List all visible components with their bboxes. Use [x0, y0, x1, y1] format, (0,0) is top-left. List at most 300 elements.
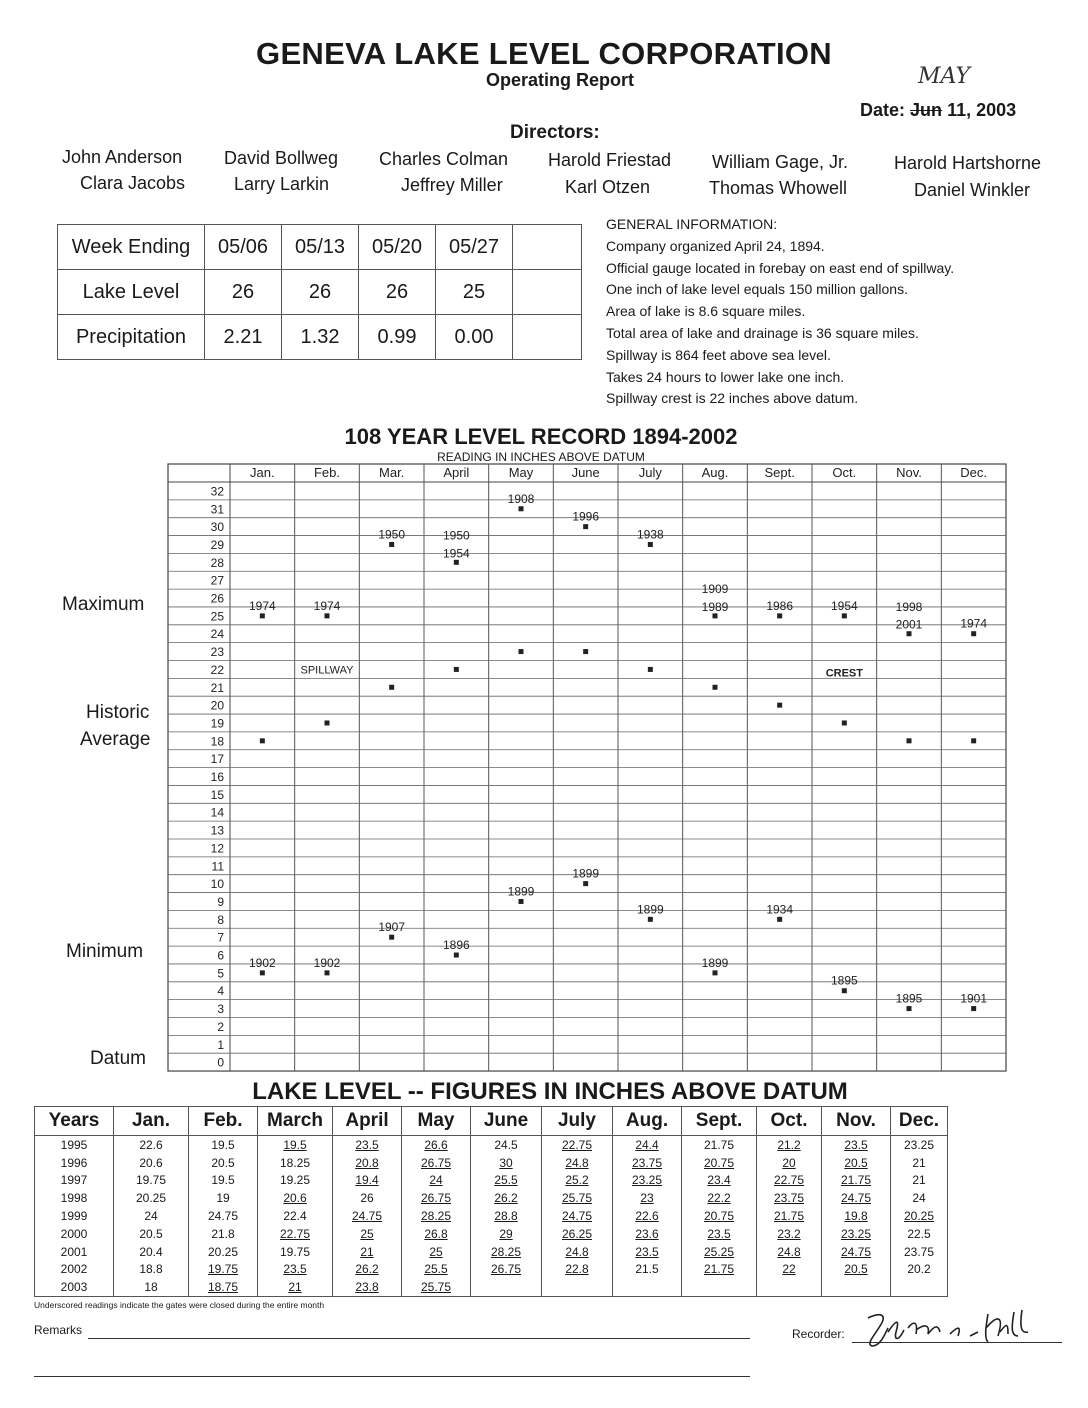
level-cell [114, 1189, 189, 1207]
month-label: Nov. [896, 465, 922, 480]
level-cell [333, 1243, 402, 1261]
level-cell [333, 1278, 402, 1296]
level-cell [757, 1154, 822, 1172]
level-value: 26.2 [355, 1262, 379, 1277]
level-cell [258, 1207, 333, 1225]
level-cell [891, 1207, 948, 1225]
level-value: 20 [782, 1155, 796, 1170]
level-value: 20.75 [703, 1155, 735, 1170]
general-info-line: One inch of lake level equals 150 million gallons. [606, 281, 908, 298]
director-name: Daniel Winkler [914, 180, 1031, 200]
level-cell [114, 1225, 189, 1243]
level-value: 20.4 [139, 1244, 163, 1259]
director-name: Harold Friestad [548, 150, 672, 170]
level-value: 30 [499, 1155, 513, 1170]
table-cell: 2.21 [205, 315, 282, 360]
level-cell [258, 1243, 333, 1261]
level-value: 22.75 [561, 1137, 593, 1152]
level-value: 23.25 [631, 1173, 663, 1188]
director-name: Larry Larkin [234, 174, 330, 194]
y-tick-label: 21 [210, 680, 224, 695]
level-cell [822, 1172, 891, 1190]
level-value: 19.5 [211, 1137, 235, 1152]
remarks-line [34, 1376, 750, 1377]
max-year-label: 1989 [701, 599, 729, 614]
report-subtitle: Operating Report [485, 70, 634, 90]
level-value: 18.25 [279, 1155, 311, 1170]
general-info-line: Company organized April 24, 1894. [606, 237, 825, 254]
level-value: 25.75 [561, 1191, 593, 1206]
year-cell: 1998 [35, 1189, 114, 1207]
level-cell [189, 1136, 258, 1154]
level-cell [114, 1278, 189, 1296]
level-value: 26.75 [420, 1191, 452, 1206]
y-tick-label: 11 [211, 859, 224, 874]
min-year-label: 1899 [507, 884, 535, 899]
level-value: 26.75 [420, 1155, 452, 1170]
month-label: June [571, 465, 600, 480]
level-cell [402, 1278, 471, 1296]
level-value: 23 [640, 1191, 654, 1206]
level-value: 24.8 [565, 1155, 589, 1170]
month-label: Dec. [960, 465, 988, 480]
level-cell [542, 1225, 613, 1243]
maximum-label: Maximum [62, 594, 145, 615]
directors-heading: Directors: [510, 122, 600, 143]
level-cell [471, 1207, 542, 1225]
max-point [260, 613, 265, 618]
level-value: 20.5 [844, 1155, 868, 1170]
level-cell [471, 1154, 542, 1172]
column-header: May [402, 1107, 471, 1136]
level-value: 26.75 [490, 1262, 522, 1277]
level-cell [891, 1172, 948, 1190]
remarks-label: Remarks [34, 1323, 83, 1337]
general-info-line: Spillway is 864 feet above sea level. [606, 346, 831, 363]
historic-label: Historic [86, 702, 150, 723]
row-label: Week Ending [58, 225, 205, 270]
level-value: 23.8 [355, 1280, 379, 1295]
level-value: 24.5 [494, 1137, 518, 1152]
level-cell [333, 1172, 402, 1190]
level-value: 26.8 [424, 1226, 448, 1241]
level-value: 19.25 [279, 1173, 311, 1188]
y-tick-label: 0 [217, 1055, 224, 1070]
level-cell [613, 1278, 682, 1296]
level-cell [891, 1243, 948, 1261]
level-cell [542, 1136, 613, 1154]
table-row [35, 1261, 948, 1279]
lake-level-table [34, 1106, 948, 1297]
column-header: Jan. [114, 1107, 189, 1136]
level-cell [333, 1136, 402, 1154]
year-cell: 2002 [35, 1261, 114, 1279]
handwritten-month: MAY [918, 64, 971, 89]
average-point [648, 667, 653, 672]
level-value: 20.6 [283, 1191, 307, 1206]
level-cell [613, 1189, 682, 1207]
level-value: 24.4 [635, 1137, 659, 1152]
general-info-line: Spillway crest is 22 inches above datum. [606, 390, 859, 407]
year-cell: 1999 [35, 1207, 114, 1225]
general-info-line: Total area of lake and drainage is 36 square miles. [606, 324, 919, 341]
level-cell [682, 1154, 757, 1172]
level-cell [333, 1189, 402, 1207]
y-tick-label: 30 [210, 520, 224, 535]
level-cell [891, 1189, 948, 1207]
level-cell [402, 1261, 471, 1279]
level-cell [114, 1261, 189, 1279]
min-year-label: 1902 [313, 955, 341, 970]
max-year-label: 1950 [378, 527, 406, 542]
min-point [842, 988, 847, 993]
general-info-line: Area of lake is 8.6 square miles. [606, 303, 806, 320]
report-title: GENEVA LAKE LEVEL CORPORATION [256, 36, 832, 71]
min-point [325, 970, 330, 975]
column-header: Years [35, 1107, 114, 1136]
table-row [35, 1278, 948, 1296]
y-tick-label: 9 [217, 894, 224, 909]
crest-label: CREST [825, 667, 863, 680]
level-cell [114, 1154, 189, 1172]
level-cell [542, 1154, 613, 1172]
level-value: 23.75 [773, 1191, 805, 1206]
level-cell [822, 1225, 891, 1243]
level-value: 26.25 [561, 1226, 593, 1241]
level-value: 22.2 [707, 1191, 731, 1206]
y-tick-label: 31 [210, 502, 224, 517]
level-value: 22.5 [907, 1226, 931, 1241]
level-value: 18 [144, 1280, 158, 1295]
y-tick-label: 25 [210, 609, 224, 624]
record-chart-title: 108 YEAR LEVEL RECORD 1894-2002 [344, 424, 738, 449]
level-cell [822, 1189, 891, 1207]
column-header: March [258, 1107, 333, 1136]
level-value: 20.5 [139, 1226, 163, 1241]
max-year-label: 1954 [830, 598, 858, 613]
level-value: 22.75 [773, 1173, 805, 1188]
level-value: 21.8 [211, 1226, 235, 1241]
y-tick-label: 22 [210, 662, 224, 677]
level-cell [542, 1189, 613, 1207]
level-value: 21.5 [635, 1262, 659, 1277]
table-row [35, 1136, 948, 1154]
max-year-label: 1998 [895, 599, 923, 614]
level-cell [891, 1261, 948, 1279]
level-value: 28.8 [494, 1209, 518, 1224]
underscore-footnote: Underscored readings indicate the gates were closed during the entire month [34, 1300, 325, 1310]
max-point [325, 613, 330, 618]
y-tick-label: 8 [217, 912, 224, 927]
max-point [583, 524, 588, 529]
director-name: Harold Hartshorne [894, 153, 1042, 173]
max-year-label: 1938 [636, 527, 664, 542]
level-value: 25.5 [424, 1262, 448, 1277]
level-cell [822, 1136, 891, 1154]
general-info-heading: GENERAL INFORMATION: [606, 216, 778, 232]
column-header: Aug. [613, 1107, 682, 1136]
recorder-signature [858, 1306, 1038, 1350]
level-value: 23.5 [283, 1262, 307, 1277]
level-cell [682, 1261, 757, 1279]
y-tick-label: 17 [210, 752, 224, 767]
column-header: June [471, 1107, 542, 1136]
y-tick-label: 28 [210, 555, 224, 570]
level-cell [258, 1189, 333, 1207]
average-point [777, 703, 782, 708]
level-value: 23.5 [635, 1244, 659, 1259]
level-value: 21.2 [777, 1137, 801, 1152]
year-cell: 1995 [35, 1136, 114, 1154]
level-value: 21.75 [703, 1262, 735, 1277]
level-cell [333, 1261, 402, 1279]
table-row [35, 1154, 948, 1172]
level-cell [258, 1225, 333, 1243]
level-cell [891, 1225, 948, 1243]
min-year-label: 1901 [960, 991, 988, 1006]
director-name: Charles Colman [379, 149, 509, 169]
max-point [971, 631, 976, 636]
table-cell: 25 [436, 270, 513, 315]
year-cell: 2003 [35, 1278, 114, 1296]
level-cell [402, 1154, 471, 1172]
average-point [325, 720, 330, 725]
y-tick-label: 23 [210, 645, 224, 660]
min-point [583, 881, 588, 886]
level-value: 23.25 [903, 1137, 935, 1152]
month-label: Feb. [313, 465, 341, 480]
year-cell: 2001 [35, 1243, 114, 1261]
level-cell [613, 1243, 682, 1261]
table-cell: 05/27 [436, 225, 513, 270]
level-value: 21 [912, 1155, 926, 1170]
level-value: 21 [912, 1173, 926, 1188]
level-value: 24.75 [840, 1191, 872, 1206]
remarks-line [88, 1338, 750, 1339]
director-name: Clara Jacobs [80, 173, 186, 193]
max-year-label: 1950 [442, 528, 470, 543]
y-tick-label: 29 [210, 537, 224, 552]
table-header-row [35, 1107, 948, 1136]
level-cell [189, 1225, 258, 1243]
level-value: 24.75 [207, 1209, 239, 1224]
level-value: 18.75 [207, 1280, 239, 1295]
director-name: Thomas Whowell [709, 178, 848, 198]
min-point [519, 899, 524, 904]
y-tick-label: 5 [217, 966, 224, 981]
level-value: 25.5 [494, 1173, 518, 1188]
director-name: William Gage, Jr. [712, 152, 849, 172]
year-cell: 2000 [35, 1225, 114, 1243]
level-cell [189, 1243, 258, 1261]
min-year-label: 1902 [248, 955, 276, 970]
average-point [907, 738, 912, 743]
month-label: May [508, 465, 534, 480]
level-value: 20.2 [907, 1262, 931, 1277]
level-cell [258, 1154, 333, 1172]
level-value: 18.8 [139, 1262, 163, 1277]
level-value: 19.75 [207, 1262, 239, 1277]
level-value: 21.75 [773, 1209, 805, 1224]
level-value: 19 [216, 1191, 230, 1206]
table-cell: 1.32 [282, 315, 359, 360]
year-cell: 1997 [35, 1172, 114, 1190]
average-point [389, 685, 394, 690]
column-header: Nov. [822, 1107, 891, 1136]
column-header: July [542, 1107, 613, 1136]
level-value: 28.25 [420, 1209, 452, 1224]
table-row [35, 1225, 948, 1243]
level-cell [613, 1261, 682, 1279]
min-year-label: 1899 [701, 955, 729, 970]
level-cell [114, 1136, 189, 1154]
column-header: April [333, 1107, 402, 1136]
table-cell: 05/13 [282, 225, 359, 270]
level-cell [333, 1154, 402, 1172]
max-point [389, 542, 394, 547]
level-value: 25 [429, 1244, 443, 1259]
level-cell [822, 1207, 891, 1225]
level-value: 21.75 [703, 1137, 735, 1152]
y-tick-label: 14 [210, 805, 224, 820]
average-point [842, 720, 847, 725]
month-label: April [443, 465, 470, 480]
y-tick-label: 4 [217, 984, 224, 999]
level-cell [613, 1172, 682, 1190]
table-cell: 26 [205, 270, 282, 315]
level-value: 25.75 [420, 1280, 452, 1295]
level-cell [542, 1261, 613, 1279]
datum-label: Datum [90, 1048, 146, 1069]
table-row [35, 1189, 948, 1207]
date-struck-month: Jun [910, 100, 943, 120]
table-row [35, 1207, 948, 1225]
level-cell [189, 1189, 258, 1207]
level-cell [757, 1261, 822, 1279]
level-value: 26.6 [424, 1137, 448, 1152]
level-value: 20.25 [903, 1209, 935, 1224]
level-value: 19.75 [279, 1244, 311, 1259]
level-value: 23.6 [635, 1226, 659, 1241]
level-cell [402, 1225, 471, 1243]
max-point [713, 613, 718, 618]
level-value: 22.6 [139, 1137, 163, 1152]
level-value: 23.5 [707, 1226, 731, 1241]
max-year-label: 1908 [507, 491, 535, 506]
level-value: 28.25 [490, 1244, 522, 1259]
level-value: 23.2 [777, 1226, 801, 1241]
min-year-label: 1907 [378, 920, 406, 935]
level-value: 22 [782, 1262, 796, 1277]
average-point [519, 649, 524, 654]
level-value: 22.75 [279, 1226, 311, 1241]
table-cell: 0.00 [436, 315, 513, 360]
level-value: 26.2 [494, 1191, 518, 1206]
level-cell [189, 1154, 258, 1172]
min-year-label: 1934 [766, 902, 794, 917]
y-tick-label: 19 [210, 716, 224, 731]
y-tick-label: 6 [217, 948, 224, 963]
level-value: 24.75 [840, 1244, 872, 1259]
min-point [260, 970, 265, 975]
level-cell [189, 1207, 258, 1225]
level-value: 24.75 [351, 1209, 383, 1224]
y-tick-label: 12 [210, 841, 224, 856]
average-point [713, 685, 718, 690]
level-cell [402, 1136, 471, 1154]
y-tick-label: 20 [210, 698, 224, 713]
level-value: 20.75 [703, 1209, 735, 1224]
spillway-label: SPILLWAY [300, 664, 354, 677]
level-cell [471, 1243, 542, 1261]
level-cell [682, 1225, 757, 1243]
level-value: 26 [360, 1191, 374, 1206]
director-name: Jeffrey Miller [401, 175, 503, 195]
y-tick-label: 1 [217, 1037, 224, 1052]
level-cell [114, 1172, 189, 1190]
level-cell [682, 1189, 757, 1207]
level-value: 24.8 [565, 1244, 589, 1259]
level-cell [114, 1243, 189, 1261]
average-point [583, 649, 588, 654]
min-point [389, 935, 394, 940]
max-point [777, 613, 782, 618]
average-point [971, 738, 976, 743]
level-cell [189, 1172, 258, 1190]
level-value: 20.5 [844, 1262, 868, 1277]
level-cell [258, 1172, 333, 1190]
level-value: 23.5 [355, 1137, 379, 1152]
level-cell [542, 1207, 613, 1225]
level-cell [682, 1207, 757, 1225]
level-value: 19.75 [135, 1173, 167, 1188]
level-value: 24.8 [777, 1244, 801, 1259]
min-point [648, 917, 653, 922]
level-value: 24.75 [561, 1209, 593, 1224]
month-label: Oct. [832, 465, 857, 480]
director-name: Karl Otzen [565, 177, 651, 197]
max-year-label: 1974 [960, 616, 988, 631]
level-cell [471, 1189, 542, 1207]
level-cell [822, 1278, 891, 1296]
month-label: Sept. [764, 465, 795, 480]
min-point [907, 1006, 912, 1011]
level-cell [613, 1207, 682, 1225]
month-label: Mar. [379, 465, 405, 480]
max-point [519, 506, 524, 511]
max-point [454, 560, 459, 565]
y-tick-label: 3 [217, 1002, 224, 1017]
y-tick-label: 15 [210, 787, 224, 802]
level-cell [471, 1225, 542, 1243]
level-cell [114, 1207, 189, 1225]
y-tick-label: 26 [210, 591, 224, 606]
level-cell [613, 1154, 682, 1172]
max-year-label: 1909 [701, 582, 729, 597]
level-value: 25 [360, 1226, 374, 1241]
level-value: 21 [360, 1244, 374, 1259]
level-cell [471, 1261, 542, 1279]
level-cell [258, 1261, 333, 1279]
row-label: Lake Level [58, 270, 205, 315]
level-value: 29 [499, 1226, 513, 1241]
level-value: 20.25 [135, 1191, 167, 1206]
average-point [454, 667, 459, 672]
level-value: 21.75 [840, 1173, 872, 1188]
level-cell [682, 1243, 757, 1261]
y-tick-label: 2 [217, 1019, 224, 1034]
level-value: 21 [288, 1280, 302, 1295]
